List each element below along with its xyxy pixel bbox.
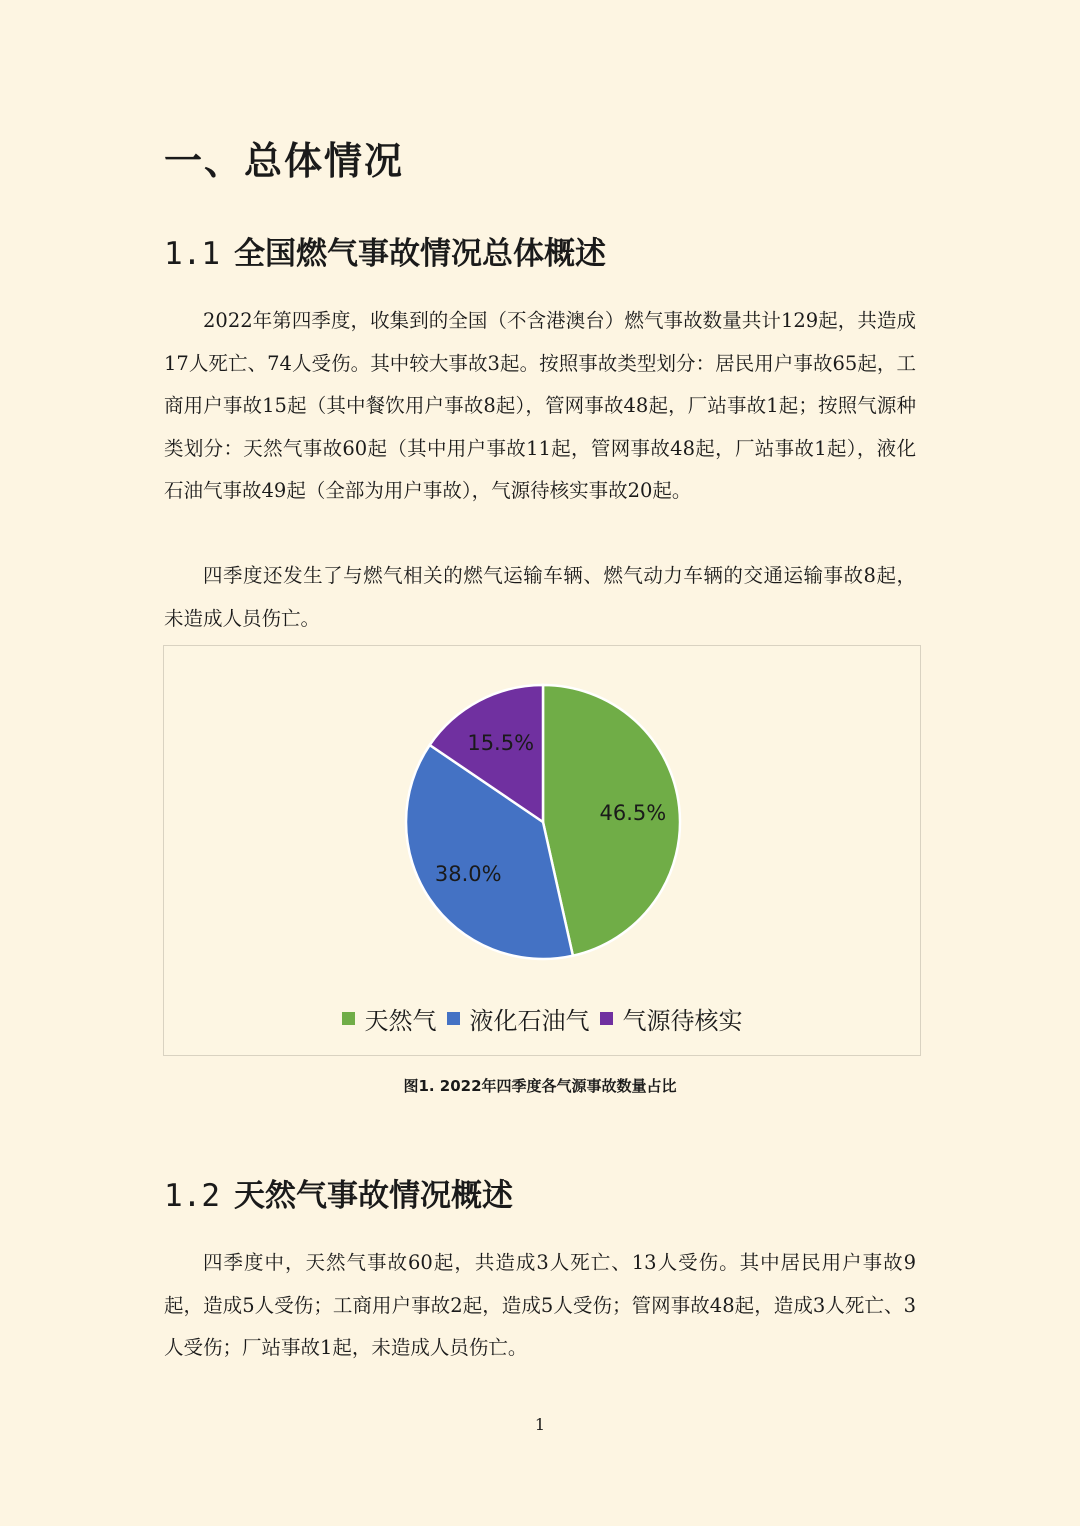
legend-label: 天然气	[364, 1007, 437, 1035]
section-heading: 一、总体情况	[164, 139, 405, 183]
legend-entry-2	[600, 1001, 743, 1036]
legend-swatch	[447, 1012, 460, 1025]
figure-caption: 图1. 2022年四季度各气源事故数量占比	[403, 1077, 677, 1095]
paragraph-natural-gas: 四季度中，天然气事故60起，共造成3人死亡、13人受伤。其中居民用户事故9起，造成5人受伤；工商用户事故2起，造成5人受伤；管网事故48起，造成3人死亡、3人受伤；厂站事故1起，未造成人员伤亡。	[164, 1251, 916, 1359]
subsection-title: 全国燃气事故情况总体概述	[234, 236, 606, 272]
legend-entry-0	[342, 1001, 437, 1036]
legend-label: 气源待核实	[622, 1007, 743, 1035]
pie-data-label-1: 38.0%	[434, 861, 502, 886]
subsection-heading-1-1	[164, 228, 606, 273]
paragraph-overview: 2022年第四季度，收集到的全国（不含港澳台）燃气事故数量共计129起，共造成17人死亡、74人受伤。其中较大事故3起。按照事故类型划分：居民用户事故65起，工商用户事故15起（其中餐饮用户事故8起），管网事故48起，厂站事故1起；按照气源种类划分：天然气事故60起（其中用户事故11起，管网事故48起，厂站事故1起），液化石油气事故49起（全部为用户事故），气源待核实事故20起。	[164, 309, 916, 502]
subsection-number: 1.1	[164, 236, 220, 272]
pie-chart-frame	[163, 645, 921, 1056]
legend-label: 液化石油气	[469, 1007, 590, 1035]
paragraph-transport: 四季度还发生了与燃气相关的燃气运输车辆、燃气动力车辆的交通运输事故8起，未造成人员伤亡。	[164, 564, 916, 630]
legend-entry-1	[447, 1001, 590, 1036]
subsection-heading-1-2	[164, 1170, 513, 1215]
subsection-title: 天然气事故情况概述	[234, 1178, 513, 1214]
chart-legend	[164, 1001, 920, 1036]
pie-chart	[164, 646, 920, 996]
subsection-number: 1.2	[164, 1178, 220, 1214]
legend-swatch	[600, 1012, 613, 1025]
legend-swatch	[342, 1012, 355, 1025]
pie-data-label-0: 46.5%	[599, 801, 667, 826]
page-number: 1	[534, 1415, 546, 1434]
pie-data-label-2: 15.5%	[467, 731, 535, 756]
